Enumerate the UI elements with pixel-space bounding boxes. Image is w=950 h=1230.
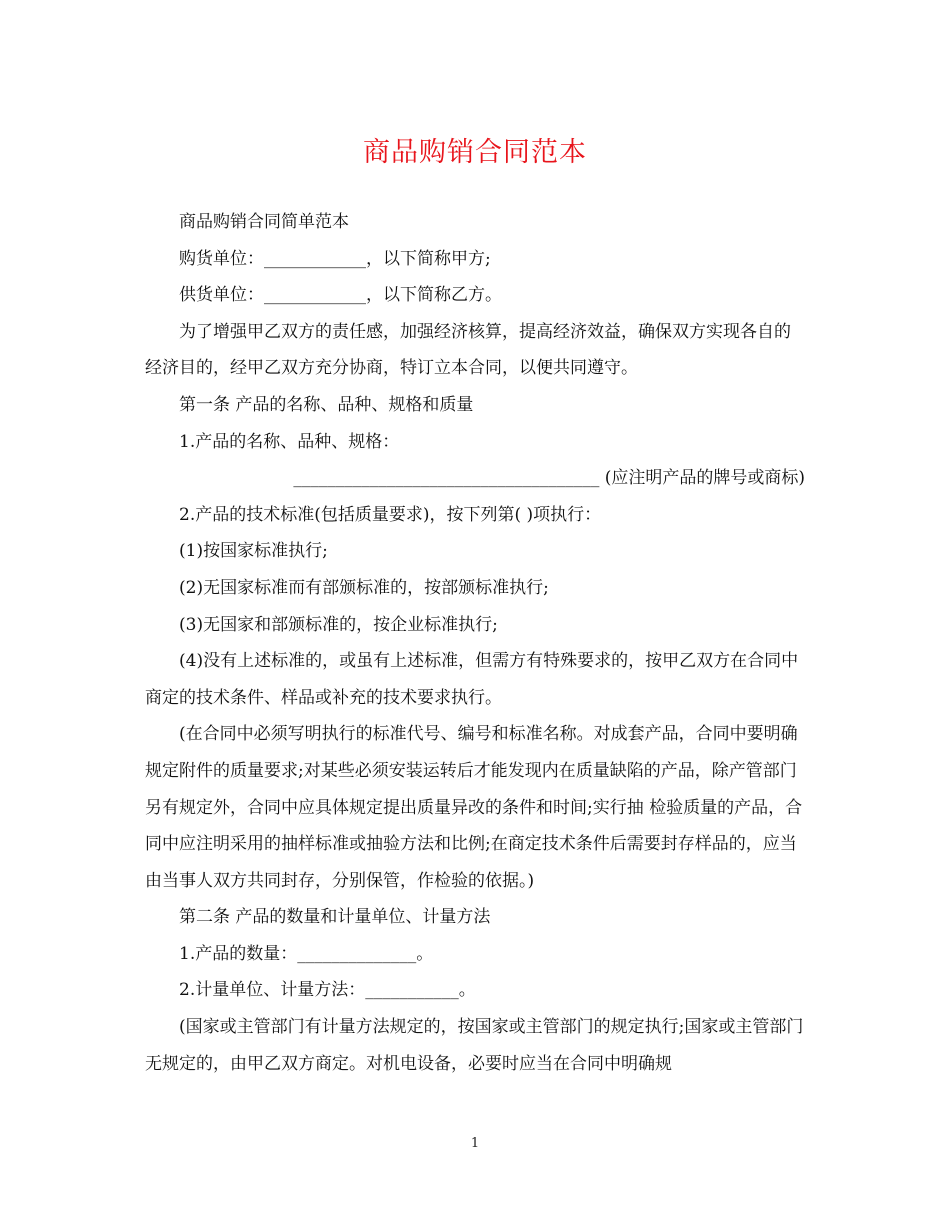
paragraph-standard-4: (4)没有上述标准的，或虽有上述标准，但需方有特殊要求的，按甲乙双方在合同中商定的技术条件、样品或补充的技术要求执行。 — [145, 651, 799, 708]
paragraph-article-2-heading: 第二条 产品的数量和计量单位、计量方法 — [179, 907, 491, 928]
paragraph-item-2-1: 1.产品的数量：______________。 — [179, 943, 434, 964]
document-body — [145, 204, 805, 1082]
paragraph-article-1-heading: 第一条 产品的名称、品种、规格和质量 — [179, 394, 474, 415]
paragraph-measure-note: (国家或主管部门有计量方法规定的，按国家或主管部门的规定执行;国家或主管部门无规定的，由甲乙双方商定。对机电设备，必要时应当在合同中明确规 — [145, 1017, 804, 1074]
document-title: 商品购销合同范本 — [363, 137, 587, 168]
paragraph-seller: 供货单位：____________，以下简称乙方。 — [179, 285, 502, 306]
paragraph-standard-1: (1)按国家标准执行; — [179, 541, 328, 562]
paragraph-item-1-2: 2.产品的技术标准(包括质量要求)，按下列第( )项执行： — [179, 504, 602, 525]
paragraph-standard-note: (在合同中必须写明执行的标准代号、编号和标准名称。对成套产品，合同中要明确规定附件的质量要求;对某些必须安装运转后才能发现内在质量缺陷的产品，除产管部门另有规定外，合同中应具体规定提出质量异改的条件和时间;实行抽 检验质量的产品，合同中应注明采用的抽样标准或抽验方法和比例;在商定技术条件后需要封存样品的，应当由当事人双方共同封存，分别保管，作检验的依据。) — [145, 724, 803, 891]
paragraph-standard-2: (2)无国家标准而有部颁标准的，按部颁标准执行; — [179, 577, 549, 598]
paragraph-item-2-2: 2.计量单位、计量方法：___________。 — [179, 980, 476, 1001]
paragraph-subtitle: 商品购销合同简单范本 — [179, 212, 349, 232]
page-number: 1 — [470, 1136, 480, 1151]
paragraph-brand-blank: ____________________________________ (应注明产品的牌号或商标) — [293, 468, 805, 489]
paragraph-standard-3: (3)无国家和部颁标准的，按企业标准执行; — [179, 614, 498, 635]
paragraph-preamble: 为了增强甲乙双方的责任感，加强经济核算，提高经济效益，确保双方实现各自的经济目的，经甲乙双方充分协商，特订立本合同，以便共同遵守。 — [145, 321, 791, 379]
paragraph-item-1-1: 1.产品的名称、品种、规格： — [179, 431, 400, 452]
paragraph-buyer: 购货单位：____________，以下简称甲方; — [179, 248, 491, 269]
